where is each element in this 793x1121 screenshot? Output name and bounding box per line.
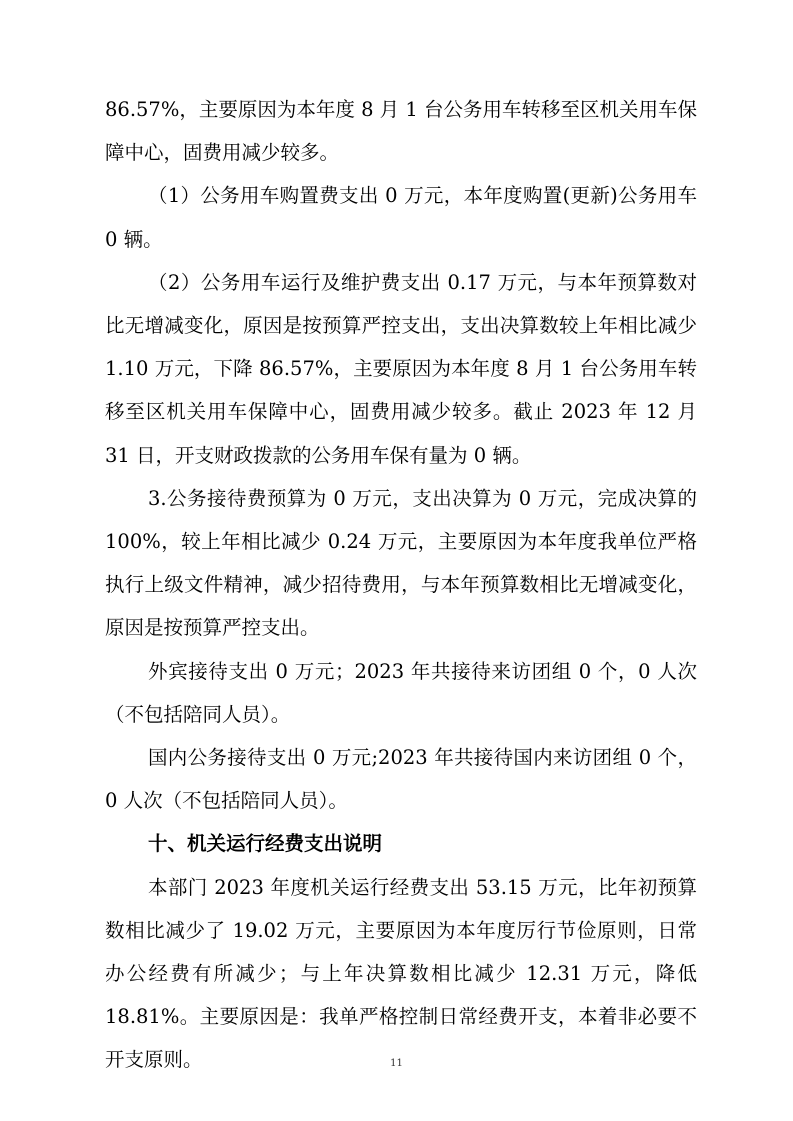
section-heading-operating-expenses: 十、机关运行经费支出说明 bbox=[148, 832, 383, 856]
paragraph-vehicle-operation: （2）公务用车运行及维护费支出 0.17 万元，与本年预算数对比无增减变化，原因是按预算严控支出，支出决算数较上年相比减少 1.10 万元，下降 86.57%，主要原因为本年度 8 月 1 台公务用车转移至区机关用车保障中心，固费用减少较多。截止 2023 年 12 月 31 日，开支财政拨款的公务用车保有量为 0 辆。 bbox=[105, 270, 697, 467]
paragraph-vehicle-summary: 86.57%，主要原因为本年度 8 月 1 台公务用车转移至区机关用车保障中心，固费用减少较多。 bbox=[105, 98, 697, 165]
paragraph-foreign-reception: 外宾接待支出 0 万元；2023 年共接待来访团组 0 个，0 人次（不包括陪同人员）。 bbox=[105, 659, 697, 726]
document-body bbox=[105, 88, 697, 1082]
paragraph-vehicle-purchase: （1）公务用车购置费支出 0 万元，本年度购置(更新)公务用车 0 辆。 bbox=[105, 184, 697, 251]
paragraph-reception-budget: 3.公务接待费预算为 0 万元，支出决算为 0 万元，完成决算的 100%，较上年相比减少 0.24 万元，主要原因为本年度我单位严格执行上级文件精神，减少招待费用，与本年预算数相比无增减变化，原因是按预算严控支出。 bbox=[105, 486, 697, 640]
paragraph-operating-expenses: 本部门 2023 年度机关运行经费支出 53.15 万元，比年初预算数相比减少了 19.02 万元，主要原因为本年度厉行节俭原则，日常办公经费有所减少；与上年决算数相比减少 12.31 万元，降低 18.81%。主要原因是：我单严格控制日常经费开支，本着非必要不开支原则。 bbox=[105, 875, 697, 1072]
page-number: 11 bbox=[390, 1058, 403, 1069]
paragraph-domestic-reception: 国内公务接待支出 0 万元;2023 年共接待国内来访团组 0 个，0 人次（不包括陪同人员）。 bbox=[105, 746, 697, 813]
